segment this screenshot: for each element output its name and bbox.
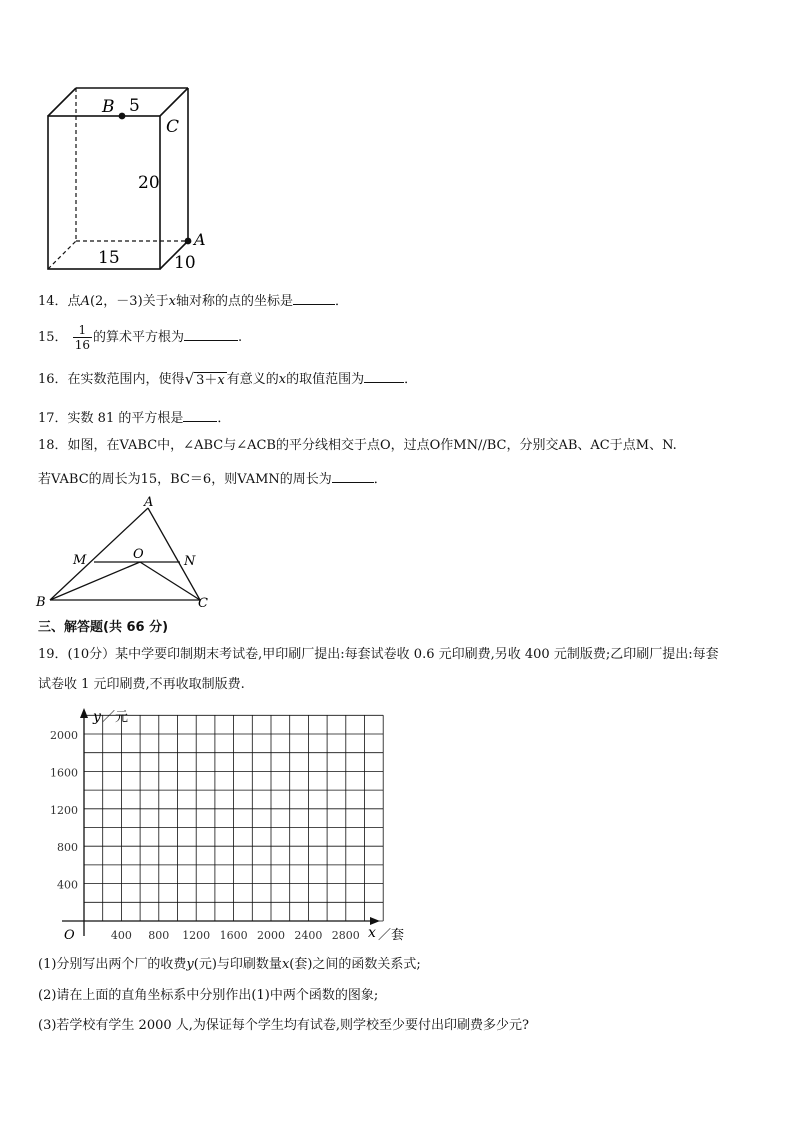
x-tick-label: 400 — [110, 929, 132, 942]
y-tick-label: 400 — [57, 878, 78, 892]
q16-text-pre: 在实数范围内，使得 — [67, 372, 185, 387]
cuboid-top-right-edge — [160, 88, 188, 116]
label-A: A — [194, 230, 206, 249]
point-A — [185, 238, 192, 245]
q14-answer-blank[interactable] — [293, 290, 335, 305]
q16-end: ． — [404, 372, 418, 387]
y-tick-label: 2000 — [50, 729, 78, 742]
q16-var: x — [278, 372, 287, 387]
tri-label-N: N — [184, 554, 196, 569]
segment-BO — [50, 562, 140, 600]
x-tick-labels — [111, 929, 360, 942]
q17-end: ． — [217, 411, 231, 426]
cuboid-top-left-edge — [48, 88, 76, 116]
x-tick-label: 2400 — [294, 929, 323, 942]
q16-sqrt — [185, 370, 227, 390]
question-19-line1: 19．(10分）某中学要印制期末考试卷,甲印刷厂提出:每套试卷收 0.6 元印刷费,另收 400 元制版费;乙印刷厂提出:每套 — [38, 647, 719, 662]
question-15 — [38, 320, 242, 356]
y-tick-label: 1200 — [50, 803, 78, 817]
x-tick-label: 2800 — [331, 929, 360, 942]
y-axis-variable: y — [93, 709, 101, 725]
q19-sub1-pre: (1)分别写出两个厂的收费 — [38, 957, 187, 972]
q16-answer-blank[interactable] — [364, 368, 404, 383]
y-tick-label: 1600 — [50, 766, 78, 780]
label-dim-top: 5 — [129, 96, 140, 116]
q16-number: 16． — [38, 372, 68, 387]
q15-answer-blank[interactable] — [184, 326, 238, 341]
label-dim-bottom: 15 — [98, 248, 120, 268]
q17-answer-blank[interactable] — [183, 407, 217, 422]
q18-line2-text: 若VABC的周长为15，BC＝6，则VAMN的周长为 — [38, 472, 332, 487]
sqrt-radical-icon: √ — [184, 369, 195, 388]
q16-text-post: 的取值范围为 — [286, 372, 365, 387]
question-19-sub3: (3)若学校有学生 2000 人,为保证每个学生均有试卷,则学校至少要付出印刷费多少元? — [38, 1018, 529, 1033]
x-tick-label: 1200 — [182, 929, 211, 942]
q17-text: 实数 81 的平方根是 — [67, 411, 184, 426]
q14-text-pre: 点 — [67, 294, 81, 309]
q19-sub1-post: (套)之间的函数关系式; — [289, 957, 421, 972]
question-18-line1: 18．如图，在VABC中，∠ABC与∠ACB的平分线相交于点O，过点O作MN//BC，分别交AB、AC于点M、N. — [38, 438, 677, 453]
q19-sub1-mid: (元)与印刷数量 — [193, 957, 282, 972]
cuboid-hidden-diagonal — [48, 241, 76, 269]
y-axis-arrow-icon — [80, 708, 88, 718]
coordinate-grid-figure — [38, 704, 418, 948]
q16-radicand: 3＋ — [196, 372, 218, 388]
y-tick-labels — [50, 729, 78, 892]
point-B — [119, 113, 126, 120]
q14-coords: (2，－3) — [89, 294, 143, 309]
x-tick-label: 1600 — [219, 929, 248, 942]
triangle-figure — [34, 494, 218, 614]
q14-text-post2: 轴对称的点的坐标是 — [176, 294, 294, 309]
label-C: C — [166, 117, 180, 137]
label-dim-depth: 10 — [174, 253, 196, 273]
question-16 — [38, 368, 417, 390]
label-dim-height: 20 — [138, 173, 160, 193]
q14-point: A — [80, 294, 90, 309]
question-18-line2 — [38, 468, 387, 489]
tri-label-A: A — [144, 495, 154, 510]
y-tick-label: 800 — [57, 841, 78, 855]
q16-text-mid: 有意义的 — [226, 372, 279, 387]
tri-label-B: B — [36, 595, 46, 610]
question-17 — [38, 407, 230, 428]
q19-sub1-y: y — [186, 957, 194, 972]
q15-frac-numerator: 1 — [78, 323, 87, 337]
x-tick-label: 800 — [148, 929, 170, 942]
q15-end: . — [237, 330, 243, 345]
x-axis-variable: x — [368, 925, 376, 941]
cuboid-figure — [38, 82, 218, 274]
tri-label-O: O — [133, 547, 144, 562]
origin-label: O — [64, 928, 75, 943]
question-19-sub2: (2)请在上面的直角坐标系中分别作出(1)中两个函数的图象; — [38, 988, 379, 1003]
question-19-line2: 试卷收 1 元印刷费,不再收取制版费. — [38, 677, 245, 692]
question-14 — [38, 290, 348, 311]
q15-number: 15． — [38, 330, 68, 345]
q15-text: 的算术平方根为 — [92, 330, 184, 345]
q15-fraction — [73, 323, 92, 352]
label-B: B — [102, 97, 115, 117]
q15-frac-denominator: 16 — [74, 338, 90, 352]
tri-label-C: C — [198, 596, 208, 611]
grid-lines — [84, 715, 383, 921]
q14-number: 14． — [38, 294, 68, 309]
q19-sub1-x: x — [281, 957, 290, 972]
question-19-sub1 — [38, 956, 421, 974]
q14-end: ． — [335, 294, 349, 309]
q14-text-post: 关于 — [142, 294, 169, 309]
q17-number: 17． — [38, 411, 68, 426]
q16-radicand-var: x — [217, 372, 225, 388]
x-tick-label: 2000 — [257, 929, 285, 942]
q14-axis: x — [168, 294, 176, 309]
x-axis-arrow-icon — [370, 917, 380, 925]
y-axis-unit: ／元 — [102, 710, 129, 725]
q18-end: ． — [373, 472, 387, 487]
section-3-title: 三、解答题(共 66 分) — [38, 620, 169, 635]
q18-answer-blank[interactable] — [332, 468, 374, 483]
x-axis-unit: ／套 — [378, 928, 405, 943]
tri-label-M: M — [73, 553, 87, 568]
